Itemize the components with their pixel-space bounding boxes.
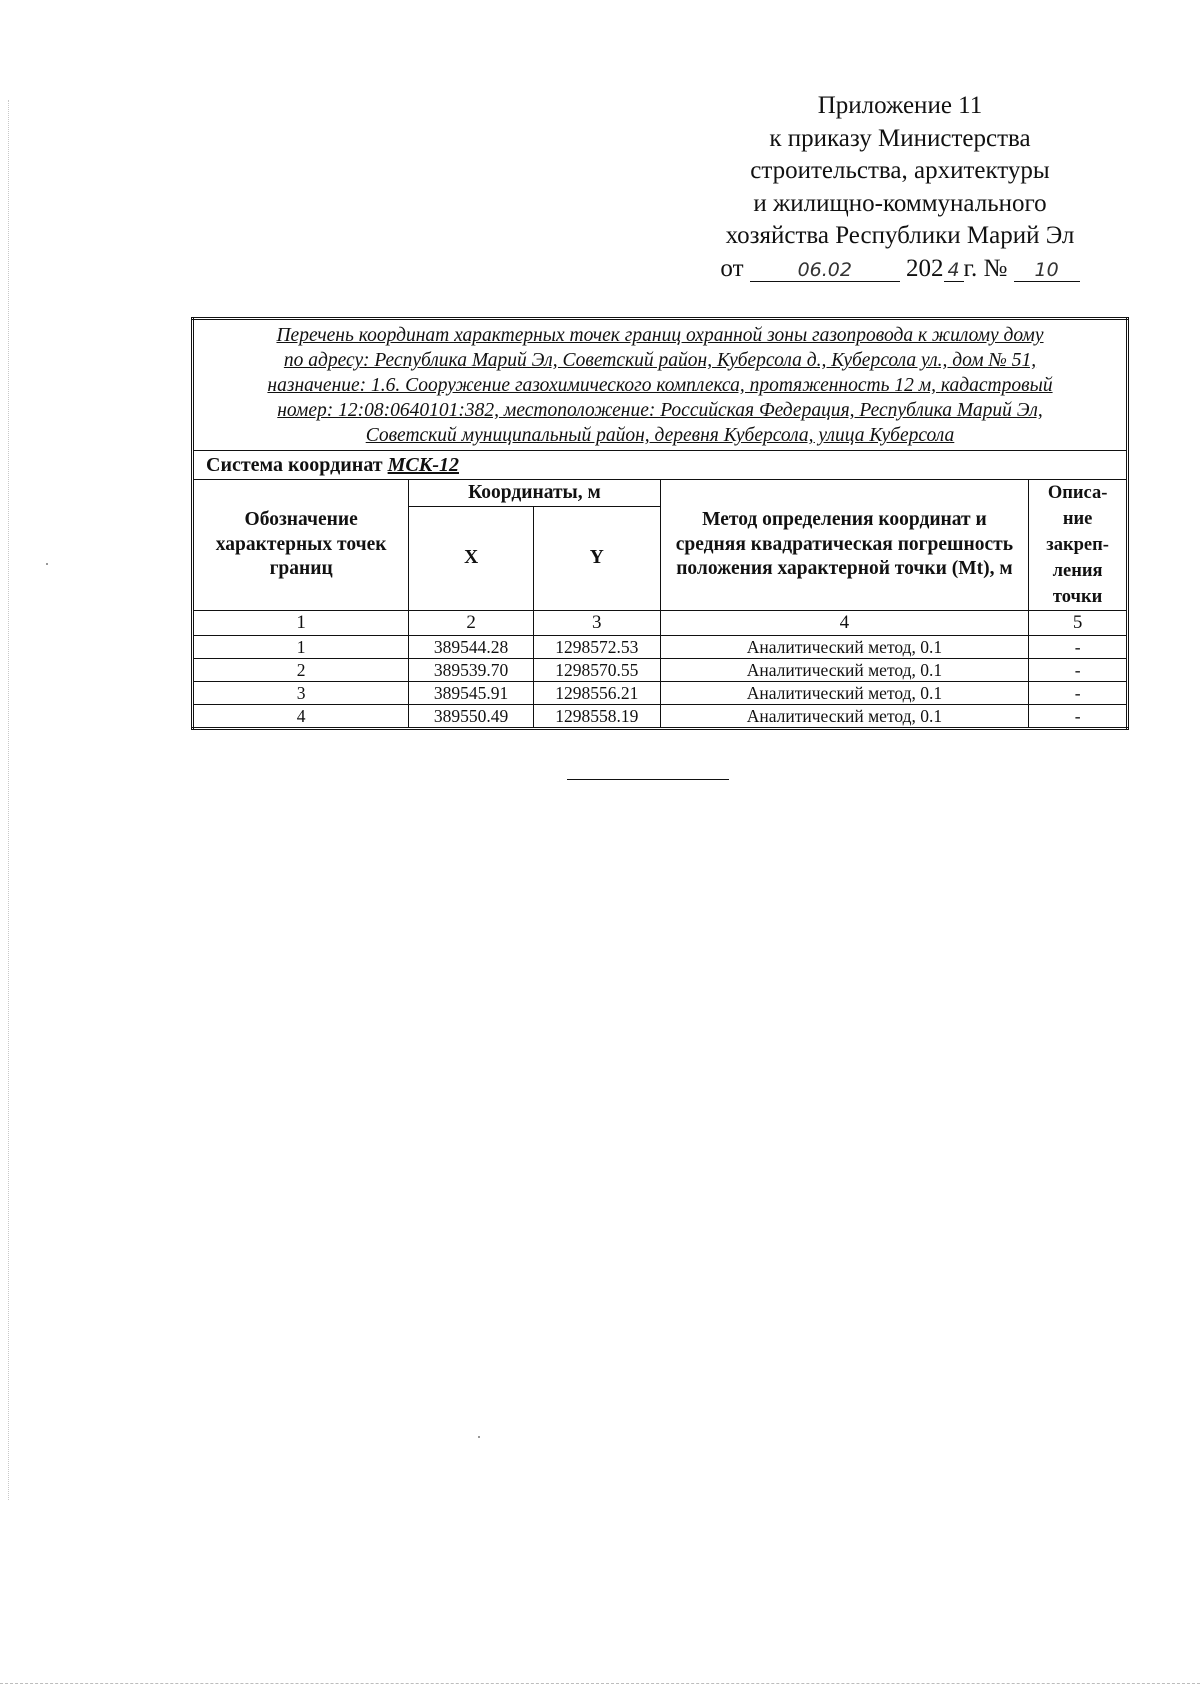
- header-line: Приложение 11: [817, 92, 983, 119]
- header-line: к приказу Министерства: [769, 124, 1031, 152]
- cell-description: -: [1029, 659, 1128, 682]
- handwritten-order-number: 10: [1014, 259, 1080, 282]
- cell-description: -: [1029, 682, 1128, 705]
- cell-point: 1: [193, 636, 409, 659]
- cell-y: 1298572.53: [533, 636, 660, 659]
- end-separator-line: [567, 779, 729, 780]
- cell-x: 389550.49: [409, 705, 534, 729]
- cell-x: 389545.91: [409, 682, 534, 705]
- column-number: 1: [193, 611, 409, 636]
- column-number: 3: [533, 611, 660, 636]
- table-title-line: номер: 12:08:0640101:382, местоположение: Российская Федерация, Республика Марий Эл,: [277, 400, 1043, 421]
- cell-x: 389539.70: [409, 659, 534, 682]
- table-row: [193, 682, 1128, 705]
- cell-y: 1298558.19: [533, 705, 660, 729]
- coordinate-system-label: Система координат: [206, 453, 383, 476]
- cell-point: 4: [193, 705, 409, 729]
- coordinates-table: [191, 317, 1129, 730]
- cell-y: 1298570.55: [533, 659, 660, 682]
- cell-x: 389544.28: [409, 636, 534, 659]
- header-description-line: точки: [1052, 587, 1103, 607]
- cell-point: 3: [193, 682, 409, 705]
- table-title-line: Перечень координат характерных точек границ охранной зоны газопровода к жилому дому: [276, 325, 1044, 346]
- cell-description: -: [1029, 636, 1128, 659]
- header-description: [1029, 480, 1128, 611]
- cell-method: Аналитический метод, 0.1: [660, 636, 1029, 659]
- cell-method: Аналитический метод, 0.1: [660, 682, 1029, 705]
- column-number: 4: [660, 611, 1029, 636]
- cell-method: Аналитический метод, 0.1: [660, 659, 1029, 682]
- cell-description: -: [1029, 705, 1128, 729]
- table-title-line: назначение: 1.6. Сооружение газохимического комплекса, протяженность 12 м, кадастровый: [267, 375, 1053, 396]
- table-title-line: Советский муниципальный район, деревня Куберсола, улица Куберсола: [365, 425, 955, 446]
- coordinate-system-value: МСК-12: [387, 453, 459, 476]
- table-title-line: по адресу: Республика Марий Эл, Советский район, Куберсола д., Куберсола ул., дом № 51,: [283, 350, 1037, 371]
- handwritten-date: 06.02: [750, 259, 900, 282]
- scan-speck: [478, 1436, 480, 1438]
- year-suffix: г. №: [963, 254, 1008, 282]
- scan-bottom-edge: [0, 1683, 1200, 1684]
- cell-method: Аналитический метод, 0.1: [660, 705, 1029, 729]
- header-coordinates: Координаты, м: [409, 480, 660, 507]
- header-line: и жилищно-коммунального: [753, 189, 1047, 217]
- table-row: [193, 636, 1128, 659]
- column-number: 5: [1029, 611, 1128, 636]
- approval-header: [680, 90, 1120, 285]
- handwritten-year-digit: 4: [944, 259, 964, 282]
- coordinate-system: [193, 451, 1128, 480]
- header-description-line: ние: [1062, 509, 1093, 529]
- header-description-line: Описа-: [1047, 483, 1108, 503]
- date-prefix: от: [720, 254, 744, 282]
- scan-edge-artifact: [8, 100, 9, 1500]
- header-designation: Обозначение характерных точек границ: [193, 480, 409, 611]
- year-prefix: 202: [906, 254, 944, 282]
- cell-point: 2: [193, 659, 409, 682]
- header-line: строительства, архитектуры: [750, 157, 1050, 184]
- table-row: [193, 705, 1128, 729]
- column-numbers-row: [193, 611, 1128, 636]
- table-title: [193, 319, 1128, 451]
- header-method: Метод определения координат и средняя квадратическая погрешность положения характерной точки (Mt), м: [660, 480, 1029, 611]
- table-row: [193, 659, 1128, 682]
- cell-y: 1298556.21: [533, 682, 660, 705]
- column-number: 2: [409, 611, 534, 636]
- header-x: X: [409, 506, 534, 610]
- scan-speck: [46, 563, 48, 565]
- order-date-line: [680, 253, 1120, 286]
- header-description-line: закреп-: [1046, 535, 1109, 555]
- header-description-line: ления: [1052, 561, 1103, 581]
- header-y: Y: [533, 506, 660, 610]
- header-line: хозяйства Республики Марий Эл: [725, 222, 1075, 249]
